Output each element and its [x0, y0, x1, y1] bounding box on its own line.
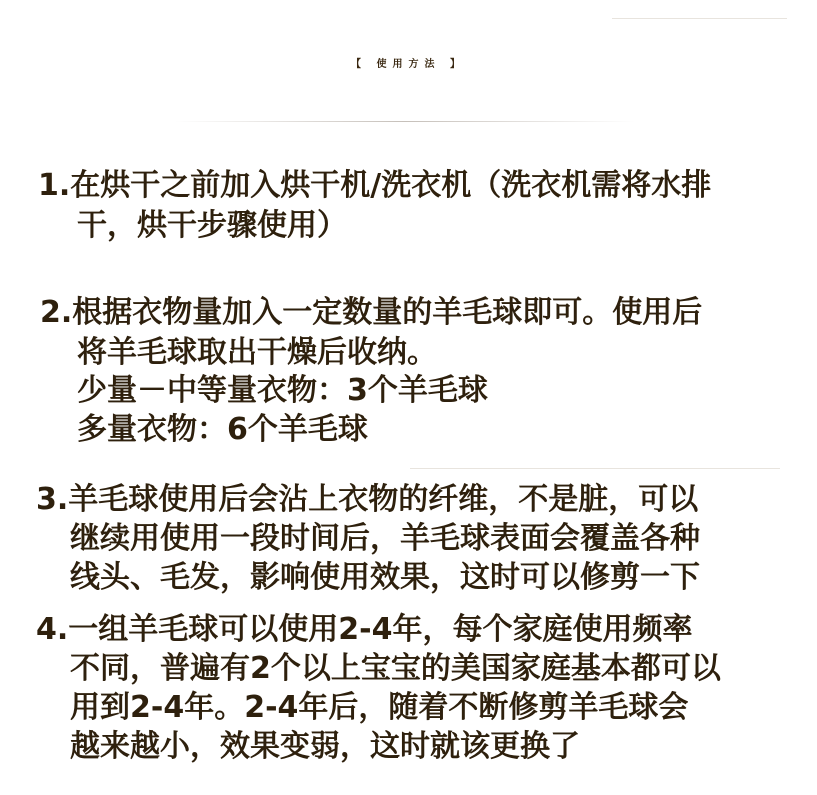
page-title: 【 使用方法 】 [351, 59, 466, 70]
step-4-line-1: 4.一组羊毛球可以使用2-4年，每个家庭使用频率 [36, 612, 693, 647]
step-3-line-1: 3.羊毛球使用后会沾上衣物的纤维，不是脏，可以 [36, 482, 699, 517]
step-4-line-2: 不同，普遍有2个以上宝宝的美国家庭基本都可以 [70, 651, 721, 686]
step-3-line-2: 继续用使用一段时间后，羊毛球表面会覆盖各种 [70, 521, 700, 556]
decorative-line-top [612, 18, 787, 19]
step-1-line-2: 干，烘干步骤使用） [77, 208, 347, 243]
title-divider [175, 121, 635, 122]
step-3-line-3: 线头、毛发，影响使用效果，这时可以修剪一下 [70, 560, 700, 595]
step-2-line-3: 少量－中等量衣物：3个羊毛球 [77, 373, 488, 408]
step-4-line-3: 用到2-4年。2-4年后，随着不断修剪羊毛球会 [70, 690, 689, 725]
step-2-line-4: 多量衣物：6个羊毛球 [77, 412, 368, 447]
step-2-line-2: 将羊毛球取出干燥后收纳。 [77, 335, 437, 370]
decorative-line-mid [410, 468, 780, 469]
step-4-line-4: 越来越小，效果变弱，这时就该更换了 [70, 729, 580, 764]
step-2-line-1: 2.根据衣物量加入一定数量的羊毛球即可。使用后 [40, 295, 703, 330]
step-1-line-1: 1.在烘干之前加入烘干机/洗衣机（洗衣机需将水排 [38, 168, 712, 203]
